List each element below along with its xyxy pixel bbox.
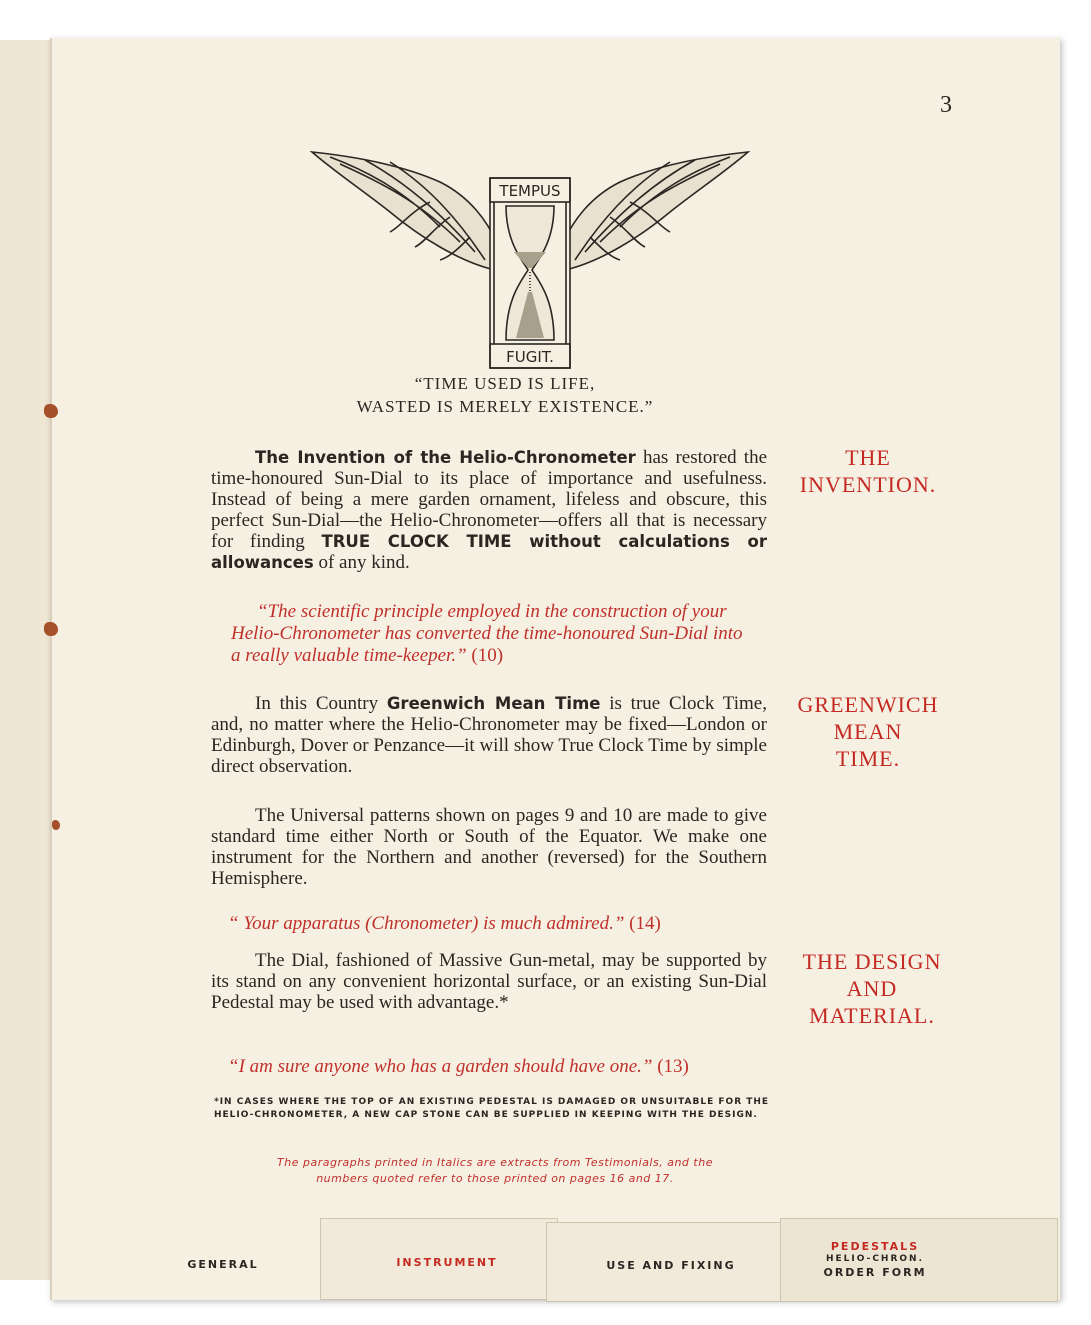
side-heading-line: TIME. [835, 746, 901, 771]
universal-paragraph: The Universal patterns shown on pages 9 and 10 are made to give standard time either North or South of the Equator. We make one instrument for the Northern and another (reversed) for the Southern Hemisphere. [211, 805, 767, 889]
greenwich-text-2: is true Clock Time, and, no matter where the Helio-Chronometer may be fixed—London or Edinburgh, Dover or Penzance—it will show True Clock Time by simple direct observation. [211, 693, 767, 777]
quote-ref: (10) [471, 645, 504, 666]
motto-line-2: WASTED IS MERELY EXISTENCE.” [356, 397, 654, 416]
side-heading-line: THE [845, 445, 891, 470]
greenwich-paragraph [211, 693, 767, 777]
side-heading-line: THE DESIGN [802, 949, 942, 974]
greenwich-text-1: In this Country [255, 693, 387, 714]
side-heading-greenwich [788, 691, 948, 772]
invention-text-1: has restored the time-honoured Sun-Dial to its place of importance and usefulness. Instead of being a mere garden ornament, lifeless and obscure, this perfect Sun-Dial—the Helio-Chronometer—offers all that is necessary for finding [211, 447, 768, 552]
page-tear-mark [52, 820, 60, 830]
fugit-label: FUGIT. [506, 348, 554, 366]
page-tear-mark [44, 622, 58, 636]
motto-line-1: “TIME USED IS LIFE, [414, 374, 596, 393]
side-heading-invention [788, 444, 948, 498]
side-heading-line: MEAN [833, 719, 903, 744]
tab-pedestals-label: PEDESTALS [830, 1240, 920, 1253]
invention-bold-lead: The Invention of the Helio-Chronometer [255, 448, 636, 467]
invention-paragraph [211, 447, 767, 573]
tab-general[interactable]: GENERAL [187, 1258, 259, 1271]
quote-text: “I am sure anyone who has a garden should have one.” [228, 1056, 653, 1077]
tab-instrument[interactable]: INSTRUMENT [396, 1256, 498, 1269]
tempus-label: TEMPUS [499, 182, 561, 200]
motto [250, 372, 760, 418]
side-heading-line: GREENWICH [797, 692, 939, 717]
italics-explanation-note: The paragraphs printed in Italics are extracts from Testimonials, and the numbers quoted refer to those printed on pages 16 and 17. [277, 1156, 713, 1185]
testimonial-quote-14 [228, 913, 788, 935]
booklet-spine-edge [0, 40, 50, 1280]
right-wing-icon [564, 152, 748, 270]
quote-ref: (13) [657, 1056, 689, 1077]
side-heading-line: MATERIAL. [809, 1003, 935, 1028]
quote-ref: (14) [629, 913, 661, 934]
pedestal-footnote: *IN CASES WHERE THE TOP OF AN EXISTING PEDESTAL IS DAMAGED OR UNSUITABLE FOR THE HELIO-CHRONOMETER, A NEW CAP STONE CAN BE SUPPLIED IN KEEPING WITH THE DESIGN. [214, 1097, 770, 1120]
page-tear-mark [44, 404, 58, 418]
quote-text: “ Your apparatus (Chronometer) is much admired.” [228, 913, 625, 934]
side-heading-line: INVENTION. [799, 472, 937, 497]
testimonial-quote-10 [231, 601, 751, 667]
greenwich-bold: Greenwich Mean Time [386, 694, 601, 713]
side-heading-line: AND [846, 976, 898, 1001]
page-number: 3 [940, 92, 952, 118]
tab-use-and-fixing[interactable]: USE AND FIXING [606, 1259, 736, 1272]
tab-pedestals-order-form[interactable] [800, 1240, 950, 1279]
tab-order-form-label: ORDER FORM [823, 1266, 927, 1279]
winged-hourglass-emblem [310, 142, 750, 370]
tab-helio-chron-label: HELIO-CHRON. [826, 1254, 924, 1264]
dial-paragraph: The Dial, fashioned of Massive Gun-metal, may be supported by its stand on any convenient horizontal surface, or an existing Sun-Dial Pedestal may be used with advantage.* [211, 950, 767, 1013]
left-wing-icon [312, 152, 496, 270]
side-heading-design [788, 948, 956, 1029]
invention-bold-tail: TRUE CLOCK TIME without calculations or allowances [211, 532, 767, 572]
quote-text: “The scientific principle employed in the construction of your Helio-Chronometer has converted the time-honoured Sun-Dial into a really valuable time-keeper.” [231, 601, 743, 666]
testimonial-quote-13 [228, 1056, 788, 1078]
invention-text-2: of any kind. [313, 552, 410, 573]
